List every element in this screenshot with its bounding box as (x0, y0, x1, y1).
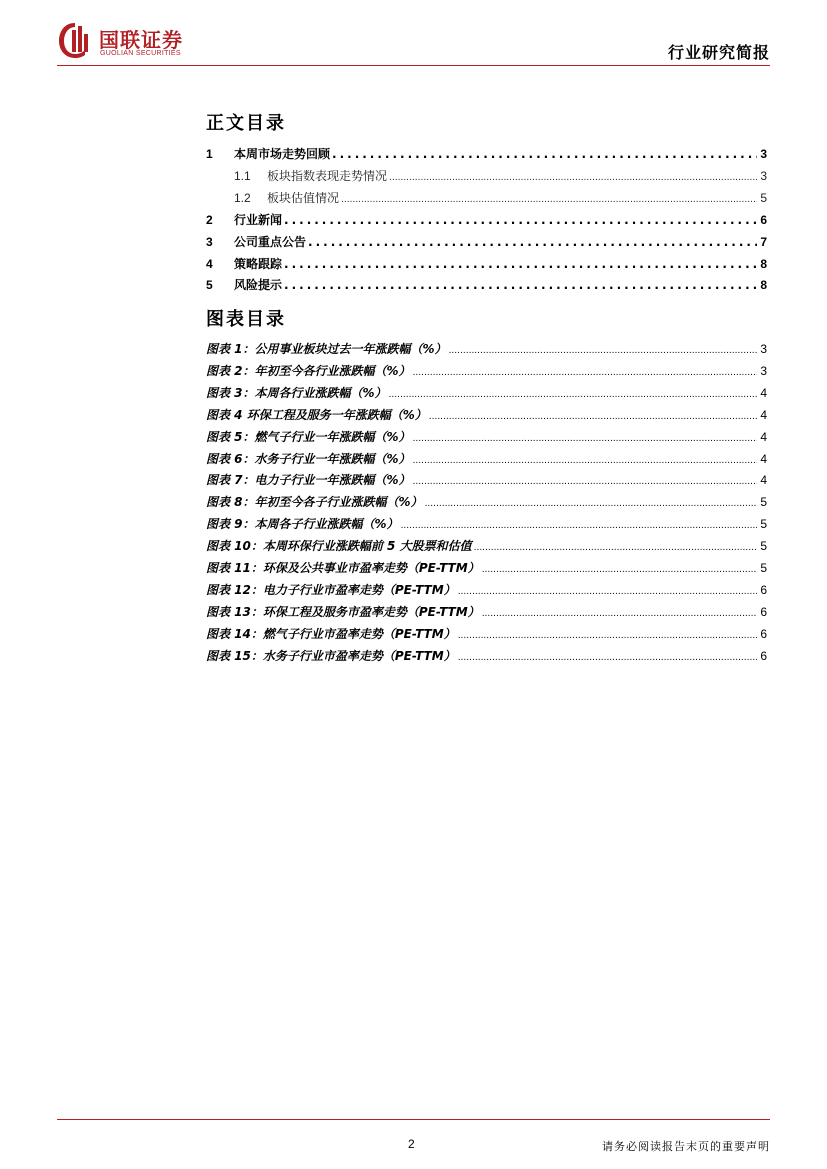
toc-leader-dots (413, 434, 757, 444)
toc-entry-number: 3 (206, 234, 213, 249)
toc-leader-dots (413, 368, 757, 378)
figure-entry[interactable] (206, 537, 767, 555)
toc-leader-dots (284, 278, 757, 292)
toc-entry-number: 1 (206, 147, 213, 161)
figure-entry-title: 图表 10：本周环保行业涨跌幅前 5 大股票和估值 (206, 539, 472, 554)
figure-entry[interactable] (206, 559, 767, 577)
figure-entry-title: 图表 1：公用事业板块过去一年涨跌幅（%） (206, 342, 447, 356)
figure-entry[interactable] (206, 384, 767, 402)
figure-entry-page: 6 (760, 648, 767, 663)
figure-entry[interactable] (206, 450, 767, 468)
figure-entry-title: 图表 15：水务子行业市盈率走势（PE-TTM） (206, 648, 456, 663)
toc-leader-dots (284, 257, 757, 271)
figure-entry-page: 6 (760, 604, 767, 619)
page-number: 2 (408, 1137, 415, 1151)
figure-entry[interactable] (206, 515, 767, 533)
figures-heading: 图表目录 (206, 309, 286, 330)
figure-entry[interactable] (206, 603, 767, 621)
toc-leader-dots (332, 147, 757, 161)
figure-entry-title: 图表 4 环保工程及服务一年涨跌幅（%） (206, 407, 427, 422)
toc-entry[interactable] (206, 189, 767, 207)
logo-chinese-text: 国联证券 (99, 28, 183, 52)
figure-entry-page: 6 (760, 582, 767, 597)
toc-entry-title: 板块指数表现走势情况 (267, 168, 388, 183)
figure-entry-page: 4 (760, 473, 767, 488)
toc-entry-number: 5 (206, 278, 213, 293)
figure-entry-title: 图表 7：电力子行业一年涨跌幅（%） (206, 473, 411, 488)
figure-entry-page: 3 (760, 363, 767, 378)
report-type-label: 行业研究简报 (667, 43, 770, 62)
figure-entry-title: 图表 14：燃气子行业市盈率走势（PE-TTM） (206, 626, 456, 641)
figure-entry-title: 图表 2：年初至今各行业涨跌幅（%） (206, 363, 411, 378)
toc-entry-page: 8 (760, 278, 767, 293)
toc-leader-dots (389, 173, 757, 183)
company-logo (57, 20, 257, 60)
toc-entry[interactable] (206, 167, 767, 185)
toc-leader-dots (413, 477, 757, 487)
figure-entry-title: 图表 11：环保及公共事业市盈率走势（PE-TTM） (206, 561, 480, 575)
figure-entry[interactable] (206, 406, 767, 424)
toc-entry-title: 公司重点公告 (234, 234, 307, 249)
toc-entry-number: 2 (206, 212, 213, 227)
figure-entry[interactable] (206, 428, 767, 446)
contents-heading: 正文目录 (206, 113, 286, 134)
disclaimer-text: 请务必阅读报告末页的重要声明 (602, 1140, 770, 1153)
toc-entry-page: 6 (760, 212, 767, 227)
toc-leader-dots (341, 195, 757, 205)
figure-entry-title: 图表 13：环保工程及服务市盈率走势（PE-TTM） (206, 604, 480, 619)
toc-entry-title: 本周市场走势回顾 (234, 147, 331, 161)
toc-leader-dots (482, 565, 757, 575)
figure-entry-page: 5 (760, 561, 767, 575)
footer-divider (57, 1119, 770, 1120)
toc-entry[interactable] (206, 233, 767, 251)
toc-leader-dots (458, 631, 757, 641)
header-divider (57, 65, 770, 66)
toc-leader-dots (401, 521, 757, 531)
logo-english-text: GUOLIAN SECURITIES (100, 50, 181, 57)
figure-entry-page: 4 (760, 451, 767, 466)
figure-entry-title: 图表 9：本周各子行业涨跌幅（%） (206, 517, 399, 532)
figure-entry[interactable] (206, 471, 767, 489)
toc-entry-number: 1.2 (234, 190, 251, 205)
toc-leader-dots (458, 653, 757, 663)
toc-entry-title: 风险提示 (234, 278, 283, 293)
toc-leader-dots (482, 609, 757, 619)
toc-leader-dots (429, 412, 757, 422)
toc-entry[interactable] (206, 145, 767, 163)
figure-entry[interactable] (206, 493, 767, 511)
toc-entry[interactable] (206, 211, 767, 229)
toc-entry-number: 4 (206, 256, 213, 271)
figure-entry-page: 5 (760, 539, 767, 554)
figure-entry-page: 5 (760, 517, 767, 532)
toc-leader-dots (284, 213, 757, 227)
figure-entry[interactable] (206, 581, 767, 599)
toc-entry-page: 5 (760, 190, 767, 205)
guolian-logo-icon (57, 20, 93, 60)
figure-entry-page: 4 (760, 407, 767, 422)
toc-entry-title: 策略跟踪 (234, 256, 283, 271)
toc-entry[interactable] (206, 276, 767, 294)
figure-entry-title: 图表 5：燃气子行业一年涨跌幅（%） (206, 429, 411, 444)
toc-entry-number: 1.1 (234, 168, 251, 183)
figure-entry[interactable] (206, 625, 767, 643)
figure-entry-title: 图表 12：电力子行业市盈率走势（PE-TTM） (206, 582, 456, 597)
toc-leader-dots (389, 390, 757, 400)
toc-entry-title: 板块估值情况 (267, 190, 340, 205)
figure-entry-page: 3 (760, 342, 767, 356)
toc-leader-dots (449, 346, 757, 356)
figure-entry-title: 图表 6：水务子行业一年涨跌幅（%） (206, 451, 411, 466)
figure-entry[interactable] (206, 362, 767, 380)
toc-entry-page: 7 (760, 234, 767, 249)
figure-entry-page: 5 (760, 495, 767, 510)
figure-entry-page: 6 (760, 626, 767, 641)
toc-entry-page: 8 (760, 256, 767, 271)
figure-entry[interactable] (206, 647, 767, 665)
toc-entry-page: 3 (760, 168, 767, 183)
toc-leader-dots (458, 587, 757, 597)
toc-leader-dots (474, 543, 757, 553)
toc-entry-title: 行业新闻 (234, 212, 283, 227)
figure-entry[interactable] (206, 340, 767, 358)
toc-leader-dots (413, 456, 757, 466)
figure-entry-title: 图表 8：年初至今各子行业涨跌幅（%） (206, 495, 423, 510)
page-header (57, 16, 770, 64)
toc-entry-page: 3 (760, 147, 767, 161)
toc-entry[interactable] (206, 255, 767, 273)
toc-leader-dots (425, 499, 757, 509)
figure-entry-page: 4 (760, 429, 767, 444)
toc-leader-dots (308, 235, 757, 249)
figure-entry-page: 4 (760, 385, 767, 400)
figure-entry-title: 图表 3：本周各行业涨跌幅（%） (206, 385, 387, 400)
